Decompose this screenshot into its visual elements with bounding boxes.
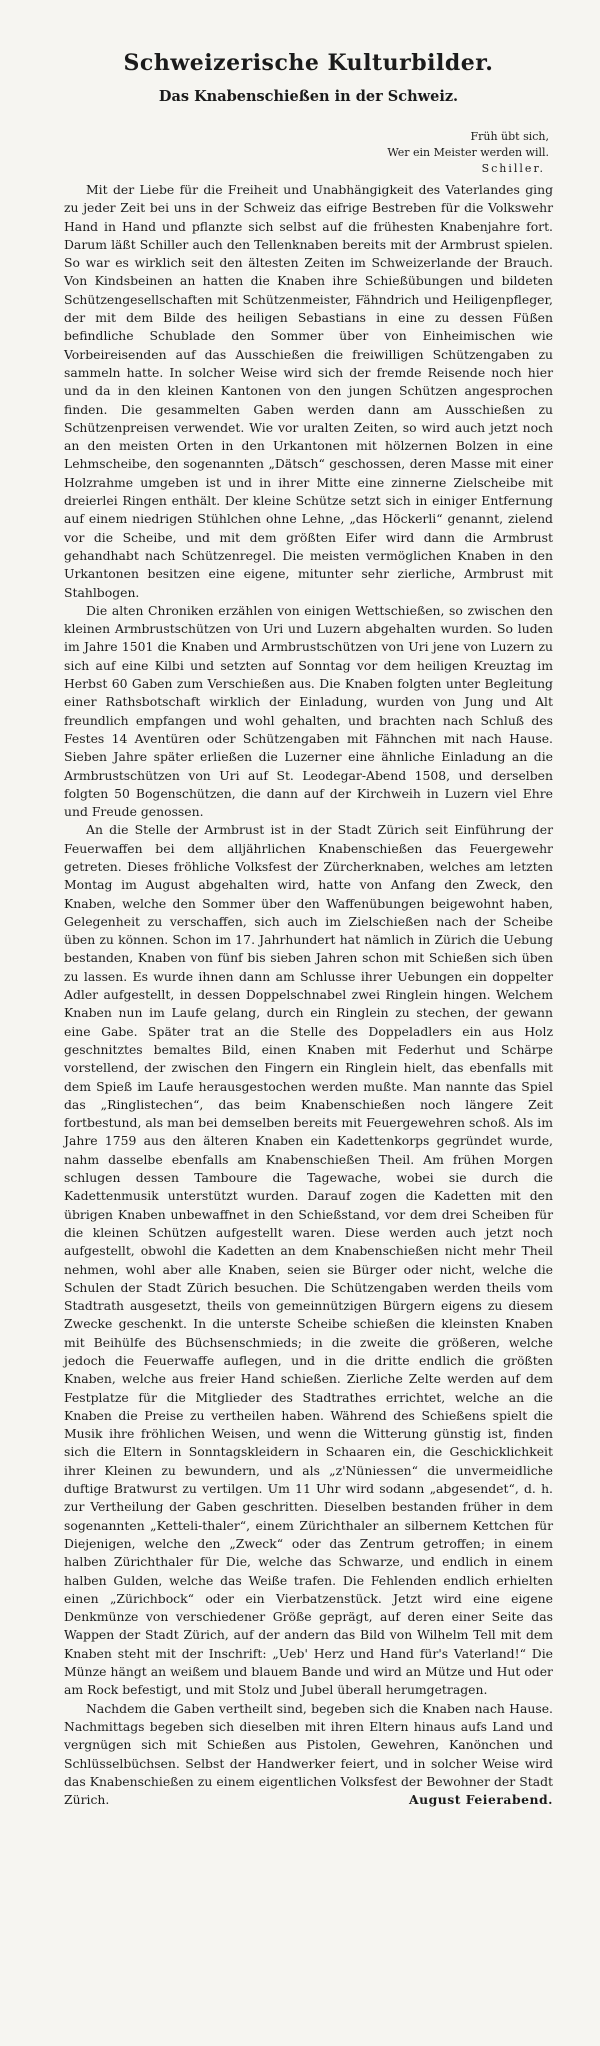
- paragraph: An die Stelle der Armbrust ist in der Stadt Zürich seit Einführung der Feuerwaffen bei dem alljährlichen Knabenschießen das Feuergewehr getreten. Dieses fröhliche Volksfest der Zürcherknaben, welches am letzten Montag im August abgehalten wird, hatte von Anfang den Zweck, den Knaben, welche den Sommer über den Waffenübungen beigewohnt haben, Gelegenheit zu verschaffen, sich auch im Zielschießen nach der Scheibe üben zu können. Schon im 17. Jahrhundert hat nämlich in Zürich die Uebung bestanden, Knaben von fünf bis sieben Jahren schon mit Schießen sich üben zu lassen. Es wurde ihnen dann am Schlusse ihrer Uebungen ein doppelter Adler aufgestellt, in dessen Doppelschnabel zwei Ringlein hingen. Welchem Knaben nun im Laufe gelang, durch ein Ringlein zu stechen, der gewann eine Gabe. Später trat an die Stelle des Doppeladlers ein aus Holz geschnitztes bemaltes Bild, einen Knaben mit Federhut und Schärpe vorstellend, der zwischen den Fingern ein Ringlein hielt, das ebenfalls mit dem Spieß im Laufe herausgestochen werden mußte. Man nannte das Spiel das „Ringlistechen“, das beim Knabenschießen noch längere Zeit fortbestund, als man bei demselben bereits mit Feuergewehren schoß. Als im Jahre 1759 aus den älteren Knaben ein Kadettenkorps gegründet wurde, nahm dasselbe ebenfalls am Knabenschießen Theil. Am frühen Morgen schlugen dessen Tamboure die Tagewache, wobei sie durch die Kadettenmusik unterstützt wurden. Darauf zogen die Kadetten mit den übrigen Knaben unbewaffnet in den Schießstand, vor dem drei Scheiben für die kleinen Schützen aufgestellt waren. Diese werden auch jetzt noch aufgestellt, obwohl die Kadetten an dem Knabenschießen nicht mehr Theil nehmen, wohl aber alle Knaben, seien sie Bürger oder nicht, welche die Schulen der Stadt Zürich besuchen. Die Schützengaben werden theils vom Stadtrath ausgesetzt, theils von gemeinnützigen Bürgern eigens zu diesem Zwecke geschenkt. In die unterste Scheibe schießen die kleinsten Knaben mit Beihülfe des Büchsenschmieds; in die zweite die größeren, welche jedoch die Feuerwaffe auflegen, und in die dritte endlich die größten Knaben, welche aus freier Hand schießen. Zierliche Zelte werden auf dem Festplatze für die Mitglieder des Stadtrathes errichtet, welche an die Knaben die Preise zu vertheilen haben. Während des Schießens spielt die Musik ihre fröhlichen Weisen, und wenn die Witterung günstig ist, finden sich die Eltern in Sonntagskleidern in Schaaren ein, die Geschicklichkeit ihrer Kleinen zu bewundern, und als „z'Nüniessen“ die unvermeidliche duftige Bratwurst zu vertilgen. Um 11 Uhr wird sodann „abgesendet“, d. h. zur Vertheilung der Gaben geschritten. Dieselben bestanden früher in dem sogenannten „Ketteli-thaler“, einem Zürichthaler an silbernem Kettchen für Diejenigen, welche den „Zweck“ oder das Zentrum getroffen; in einem halben Zürichthaler für Die, welche das Schwarze, und endlich in einem halben Gulden, welche das Weiße trafen. Die Fehlenden endlich erhielten einen „Zürichbock“ oder ein Vierbatzenstück. Jetzt wird eine eigene Denkmünze von verschiedener Größe geprägt, auf deren einer Seite das Wappen der Stadt Zürich, auf der andern das Bild von Wilhelm Tell mit dem Knaben steht mit der Inschrift: „Ueb' Herz und Hand für's Vaterland!“ Die Münze hängt an weißem und blauem Bande und wird an Mütze und Hut oder am Rock befestigt, und mit Stolz und Jubel überall herumgetragen.: [64, 822, 553, 1698]
- paragraph: Nachdem die Gaben vertheilt sind, begeben sich die Knaben nach Hause. Nachmittags begeben sich dieselben mit ihren Eltern hinaus aufs Land und vergnügen sich mit Schießen aus Pistolen, Gewehren, Kanönchen und Schlüsselbüchsen. Selbst der Handwerker feiert, und in solcher Weise wird das Knabenschießen zu einem eigentlichen Volksfest der Bewohner der Stadt Zürich.: [64, 1700, 553, 1808]
- paragraph: Mit der Liebe für die Freiheit und Unabhängigkeit des Vaterlandes ging zu jeder Zeit bei uns in der Schweiz das eifrige Bestreben für die Volkswehr Hand in Hand und pflanzte sich selbst auf die frühesten Knabenjahre fort. Darum läßt Schiller auch den Tellenknaben bereits mit der Armbrust spielen. So war es wirklich seit den ältesten Zeiten im Schweizerlande der Brauch. Von Kindsbeinen an hatten die Knaben ihre Schießübungen und bildeten Schützengesellschaften mit Schützenmeister, Fähndrich und Heiligenpfleger, der mit dem Bilde des heiligen Sebastians in eine zu dessen Füßen befindliche Schublade den Sommer über von Einheimischen wie Vorbeireisenden auf das Ausschießen die freiwilligen Schützengaben zu sammeln hatte. In solcher Weise wird sich der fremde Reisende noch hier und da in den kleinen Kantonen von den jungen Schützen angesprochen finden. Die gesammelten Gaben werden dann am Ausschießen zu Schützenpreisen verwendet. Wie vor uralten Zeiten, so wird auch jetzt noch an den meisten Orten in den Urkantonen mit hölzernen Bolzen in eine Lehmscheibe, den sogenannten „Dätsch“ geschossen, deren Masse mit einer Holzrahme umgeben ist und in ihrer Mitte eine zinnerne Zielscheibe mit dreierlei Ringen enthält. Der kleine Schütze setzt sich in einiger Entfernung auf einem niedrigen Stühlchen ohne Lehne, „das Höckerli“ genannt, zielend vor die Scheibe, und mit dem größten Eifer wird dann die Armbrust gehandhabt nach Schützenregel. Die meisten vermöglichen Knaben in den Urkantonen besitzen eine eigene, mitunter sehr zierliche, Armbrust mit Stahlbogen.: [64, 182, 553, 600]
- article-body: [64, 181, 553, 1809]
- article-title: Schweizerische Kulturbilder.: [123, 50, 494, 76]
- paragraph: Die alten Chroniken erzählen von einigen Wettschießen, so zwischen den kleinen Armbrustschützen von Uri und Luzern abgehalten wurden. So luden im Jahre 1501 die Knaben und Armbrustschützen von Uri jene von Luzern zu sich auf eine Kilbi und setzten auf Sonntag vor dem heiligen Kreuztag im Herbst 60 Gaben zum Verschießen aus. Die Knaben folgten unter Begleitung einer Rathsbotschaft wirklich der Einladung, wurden von Jung und Alt freundlich empfangen und wohl gehalten, und brachten nach Schluß des Festes 14 Aventüren oder Schützengaben mit Fähnchen mit nach Hause. Sieben Jahre später erließen die Luzerner eine ähnliche Einladung an die Armbrustschützen von Uri auf St. Leodegar-Abend 1508, und derselben folgten 50 Bogenschützen, die dann auf der Kirchweih in Luzern viel Ehre und Freude genossen.: [64, 602, 553, 820]
- author-signature: August Feierabend.: [409, 1792, 553, 1808]
- epigraph: [64, 129, 549, 177]
- article-subtitle: Das Knabenschießen in der Schweiz.: [158, 88, 459, 105]
- epigraph-line-1: Früh übt sich,: [470, 130, 549, 143]
- epigraph-line-2: Wer ein Meister werden will.: [387, 146, 549, 159]
- epigraph-attribution: Schiller.: [481, 162, 545, 175]
